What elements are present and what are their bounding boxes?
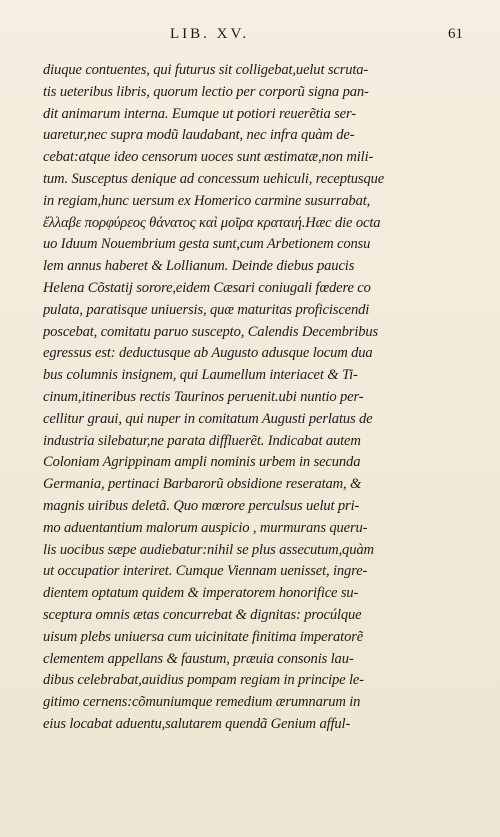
text-line: tis ueteribus libris, quorum lectio per corporũ signa pan- bbox=[43, 83, 369, 100]
text-line: uo Iduum Nouembrium gesta sunt,cum Arbetionem consu bbox=[43, 236, 371, 253]
text-line: bus columnis insignem, qui Laumellum interiacet & Ti- bbox=[43, 367, 358, 384]
text-line: magnis uiribus deletã. Quo mœrore perculsus uelut pri- bbox=[43, 497, 360, 514]
text-line: uisum plebs uniuersa cum uicinitate finitima imperatorẽ bbox=[43, 628, 364, 645]
text-line: Helena Cõstatij sorore,eidem Cæsari coniugali fœdere co bbox=[43, 279, 371, 296]
text-line: industria silebatur,ne parata diffluerẽt. Indicabat autem bbox=[43, 432, 361, 449]
text-line: lis uocibus sæpe audiebatur:nihil se plus assecutum,quàm bbox=[43, 541, 374, 558]
text-line: cinum,itineribus rectis Taurinos peruenit.ubi nuntio per- bbox=[43, 388, 364, 405]
text-line: dientem optatum quidem & imperatorem honorifice su- bbox=[43, 585, 359, 602]
text-line: dit animarum interna. Eumque ut potiori reuerẽtia ser- bbox=[43, 105, 356, 122]
text-line: dibus celebrabat,auidius pompam regiam in principe le- bbox=[43, 672, 364, 689]
text-line: clementem appellans & faustum, præuia consonis lau- bbox=[43, 650, 354, 667]
text-line: cellitur graui, qui nuper in comitatum Augusti perlatus de bbox=[43, 410, 373, 427]
page-number: 61 bbox=[448, 26, 463, 42]
page-header bbox=[0, 20, 500, 48]
text-line: egressus est: deductusque ab Augusto adusque locum dua bbox=[43, 345, 373, 362]
text-line: diuque contuentes, qui futurus sit colligebat,uelut scruta- bbox=[43, 62, 369, 78]
text-line: lem annus haberet & Lollianum. Deinde diebus paucis bbox=[43, 258, 355, 275]
running-head: LIB. XV. bbox=[170, 26, 250, 42]
text-line: gitimo cernens:cõmuniumque remedium ærumnarum in bbox=[43, 694, 361, 711]
text-line: tum. Susceptus denique ad concessum uehiculi, receptusque bbox=[43, 170, 385, 187]
text-line: uaretur,nec supra modũ laudabant, nec infra quàm de- bbox=[43, 127, 355, 144]
text-line: cebat:atque ideo censorum uoces sunt æstimatæ,non mili- bbox=[43, 149, 374, 166]
text-line: mo aduentantium malorum auspicio , murmurans queru- bbox=[43, 519, 368, 536]
text-line: Germania, pertinaci Barbarorũ obsidione reseratam, & bbox=[43, 476, 362, 493]
text-line: sceptura omnis ætas concurrebat & dignitas: procúlque bbox=[43, 606, 362, 623]
text-line: pulata, paratisque uniuersis, quæ maturitas proficiscendi bbox=[43, 301, 370, 318]
text-line: eius locabat aduentu,salutarem quendã Genium afful- bbox=[43, 715, 351, 732]
text-line: ut occupatior interiret. Cumque Viennam uenisset, ingre- bbox=[43, 563, 368, 580]
text-line: Coloniam Agrippinam ampli nominis urbem in secunda bbox=[43, 454, 361, 471]
text-line: poscebat, comitatu paruo suscepto, Calendis Decembribus bbox=[43, 323, 379, 340]
body-text bbox=[43, 60, 453, 736]
text-line: ἔλλαβε πορφύρεος θάνατος καὶ μοῖρα κραταιή.Hæc die octa bbox=[43, 214, 381, 231]
text-line: in regiam,hunc uersum ex Homerico carmine susurrabat, bbox=[43, 192, 371, 209]
